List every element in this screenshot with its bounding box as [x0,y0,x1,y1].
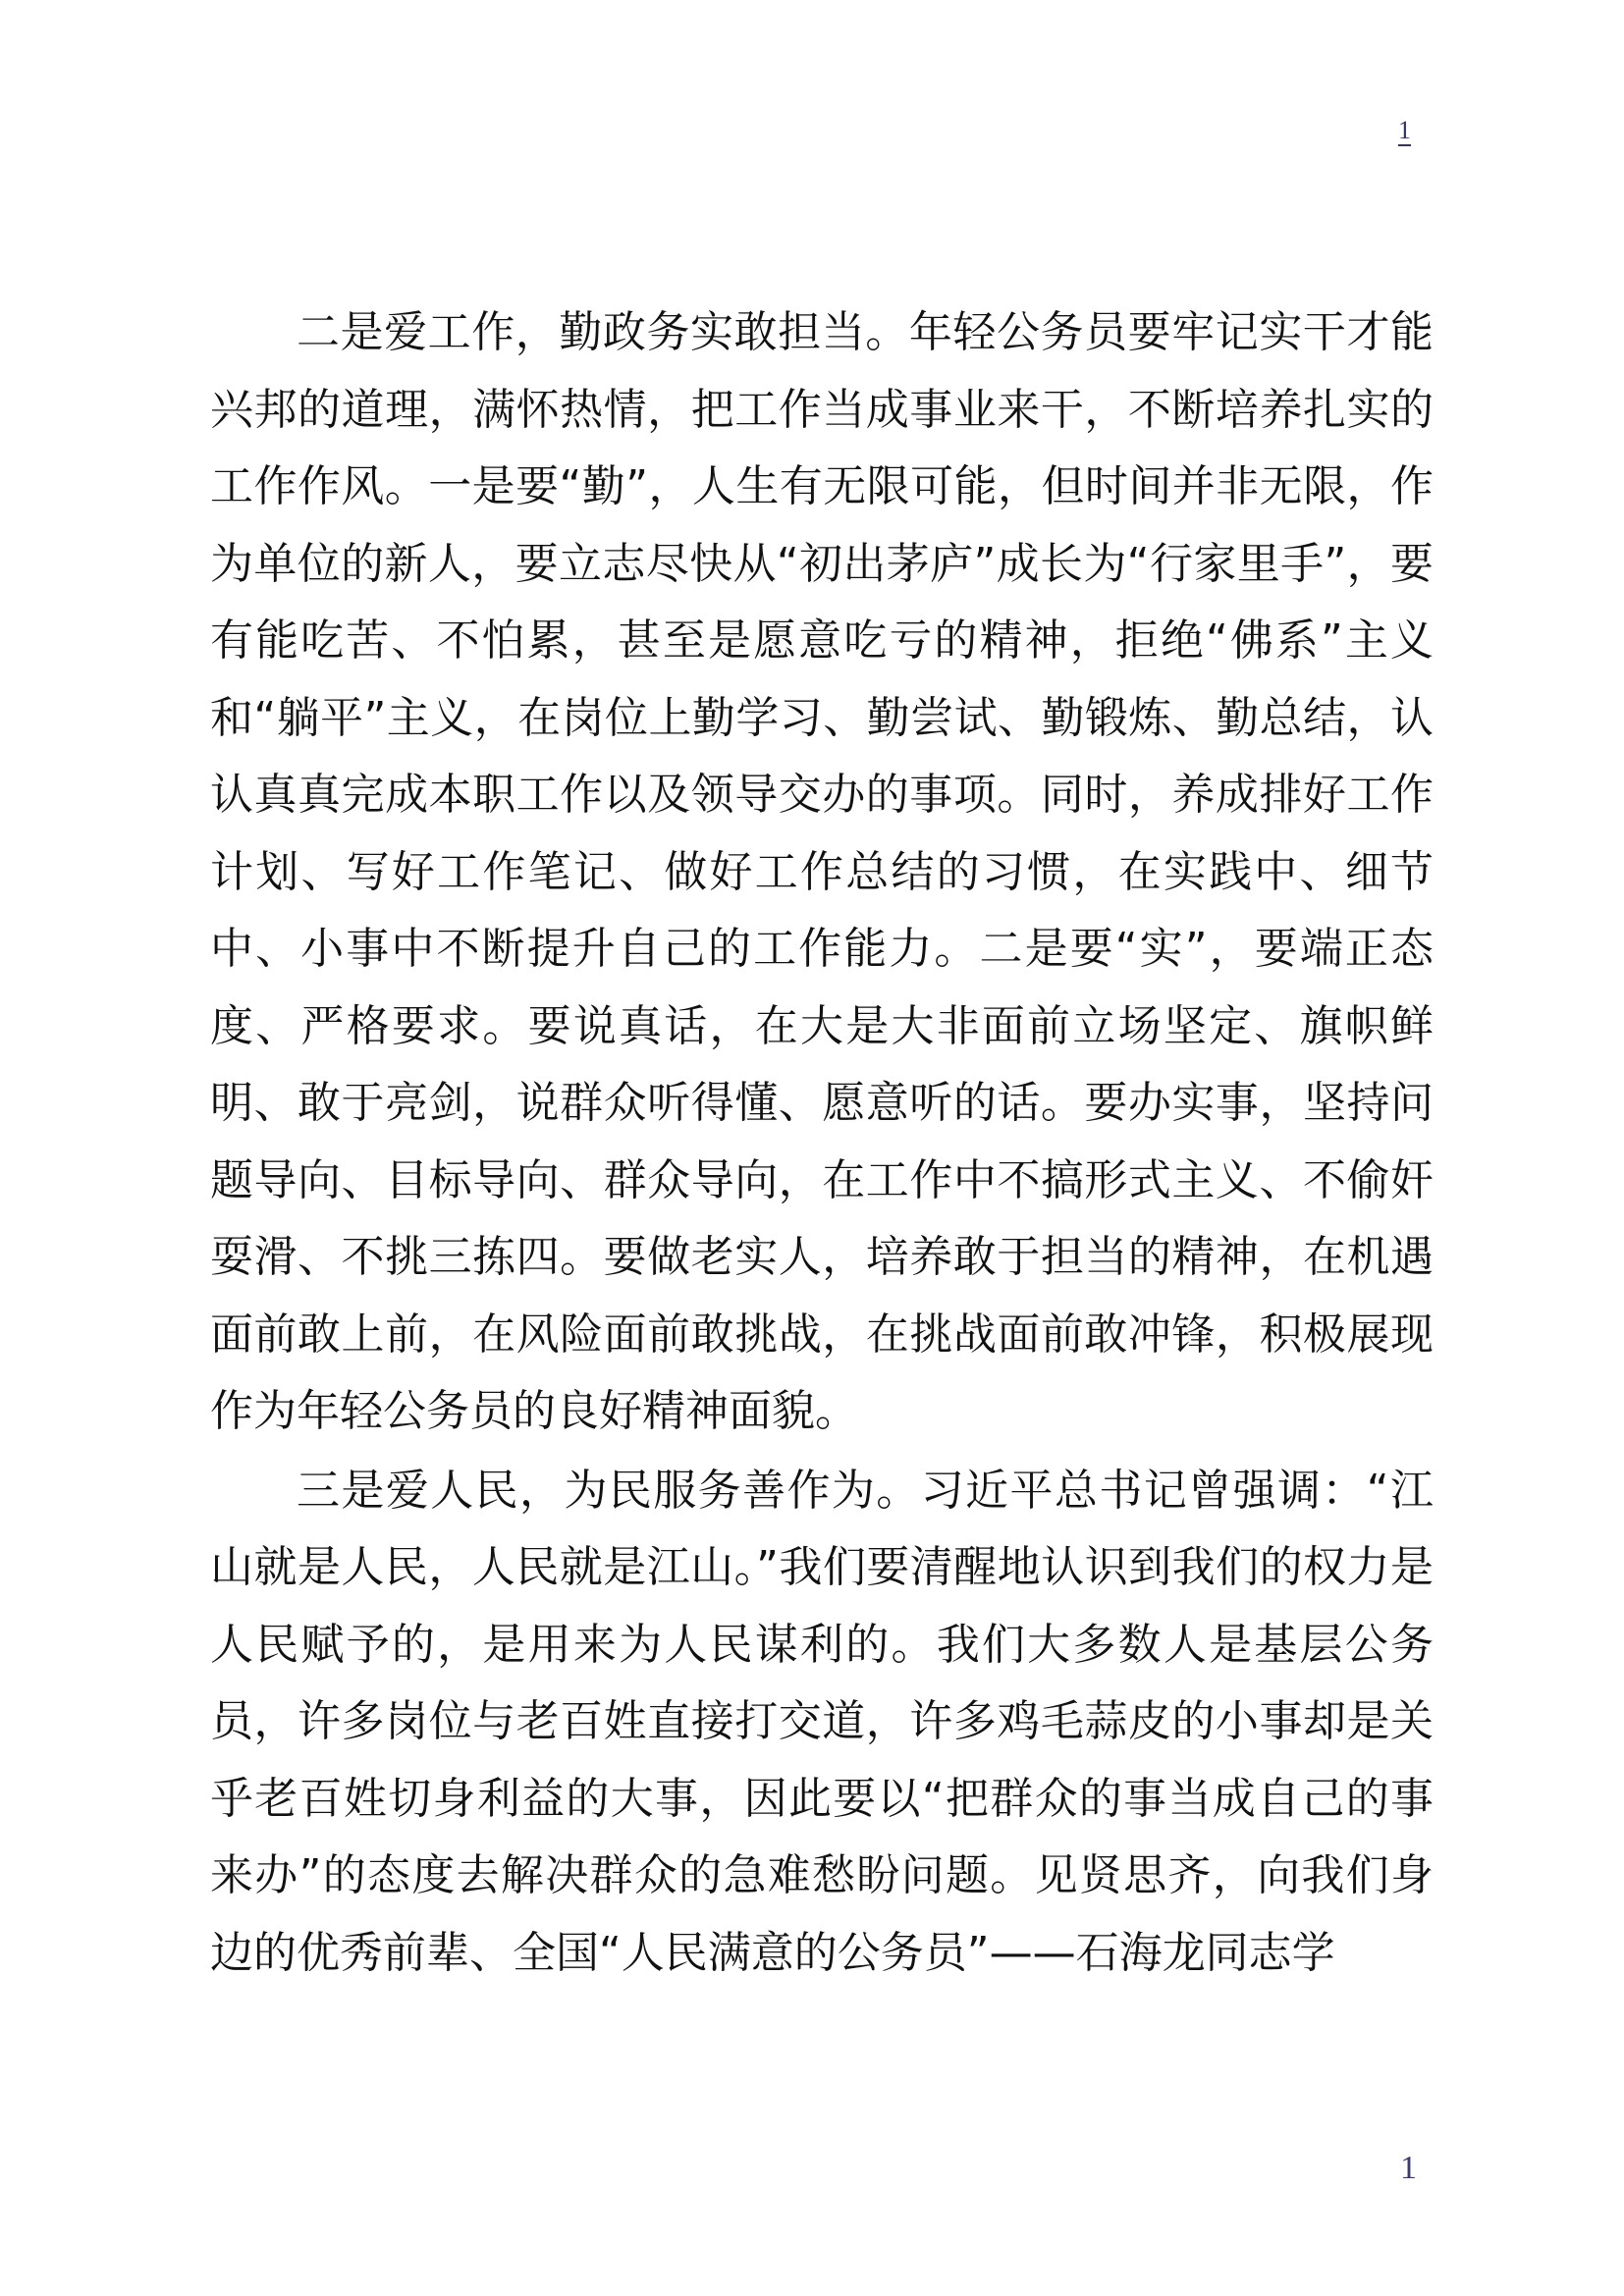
header-page-number: 1 [1398,116,1411,144]
paragraph-love-people: 三是爱人民，为民服务善作为。习近平总书记曾强调：“江山就是人民，人民就是江山。”我们要清醒地认识到我们的权力是人民赋予的，是用来为人民谋利的。我们大多数人是基层公务员，许多岗位与老百姓直接打交道，许多鸡毛蒜皮的小事却是关乎老百姓切身利益的大事，因此要以“把群众的事当成自己的事来办”的态度去解决群众的急难愁盼问题。见贤思齐，向我们身边的优秀前辈、全国“人民满意的公务员”——石海龙同志学 [210,1465,1434,1978]
document-body [210,294,1434,1992]
paragraph-love-work: 二是爱工作，勤政务实敢担当。年轻公务员要牢记实干才能兴邦的道理，满怀热情，把工作当成事业来干，不断培养扎实的工作作风。一是要“勤”，人生有无限可能，但时间并非无限，作为单位的新人，要立志尽快从“初出茅庐”成长为“行家里手”，要有能吃苦、不怕累，甚至是愿意吃亏的精神，拒绝“佛系”主义和“躺平”主义，在岗位上勤学习、勤尝试、勤锻炼、勤总结，认认真真完成本职工作以及领导交办的事项。同时，养成排好工作计划、写好工作笔记、做好工作总结的习惯，在实践中、细节中、小事中不断提升自己的工作能力。二是要“实”，要端正态度、严格要求。要说真话，在大是大非面前立场坚定、旗帜鲜明、敢于亮剑，说群众听得懂、愿意听的话。要办实事，坚持问题导向、目标导向、群众导向，在工作中不搞形式主义、不偷奸耍滑、不挑三拣四。要做老实人，培养敢于担当的精神，在机遇面前敢上前，在风险面前敢挑战，在挑战面前敢冲锋，积极展现作为年轻公务员的良好精神面貌。 [210,307,1434,1436]
footer-page-number: 1 [1400,2150,1417,2186]
